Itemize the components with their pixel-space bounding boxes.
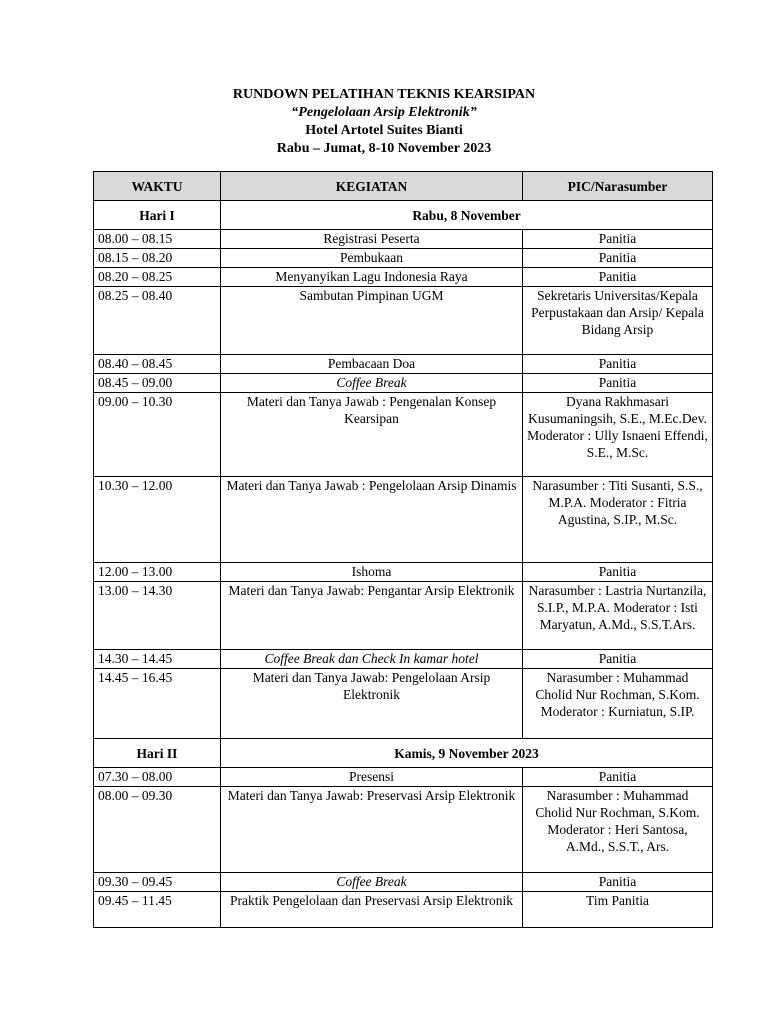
pic-cell: Panitia (523, 873, 713, 892)
document-title: RUNDOWN PELATIHAN TEKNIS KEARSIPAN (232, 87, 536, 102)
pic-cell: Sekretaris Universitas/Kepala Perpustakaan dan Arsip/ Kepala Bidang Arsip (523, 287, 713, 355)
activity-cell: Materi dan Tanya Jawab: Pengantar Arsip Elektronik (221, 582, 523, 650)
table-header-row (94, 172, 713, 201)
table-row (94, 669, 713, 739)
table-row (94, 230, 713, 249)
time-cell: 10.30 – 12.00 (94, 477, 221, 563)
activity-cell: Pembacaan Doa (221, 355, 523, 374)
day-label: Hari II (94, 739, 221, 768)
activity-cell: Coffee Break (221, 873, 523, 892)
activity-cell: Presensi (221, 768, 523, 787)
document-subtitle: “Pengelolaan Arsip Elektronik” (291, 105, 477, 120)
table-row (94, 268, 713, 287)
time-cell: 08.25 – 08.40 (94, 287, 221, 355)
activity-cell: Sambutan Pimpinan UGM (221, 287, 523, 355)
table-row (94, 787, 713, 873)
activity-cell: Praktik Pengelolaan dan Preservasi Arsip Elektronik (221, 892, 523, 928)
day-header-row (94, 739, 713, 768)
day-date: Kamis, 9 November 2023 (221, 739, 713, 768)
activity-cell: Materi dan Tanya Jawab: Preservasi Arsip Elektronik (221, 787, 523, 873)
pic-cell: Tim Panitia (523, 892, 713, 928)
table-row (94, 563, 713, 582)
table-row (94, 355, 713, 374)
time-cell: 08.45 – 09.00 (94, 374, 221, 393)
venue: Hotel Artotel Suites Bianti (305, 123, 463, 138)
activity-cell: Registrasi Peserta (221, 230, 523, 249)
table-row (94, 249, 713, 268)
time-cell: 08.00 – 08.15 (94, 230, 221, 249)
day-date: Rabu, 8 November (221, 201, 713, 230)
document-header (0, 86, 768, 158)
day-header-row (94, 201, 713, 230)
time-cell: 08.15 – 08.20 (94, 249, 221, 268)
time-cell: 09.00 – 10.30 (94, 393, 221, 477)
pic-cell: Panitia (523, 268, 713, 287)
activity-cell: Materi dan Tanya Jawab : Pengenalan Konsep Kearsipan (221, 393, 523, 477)
activity-cell: Materi dan Tanya Jawab : Pengelolaan Arsip Dinamis (221, 477, 523, 563)
pic-cell: Panitia (523, 355, 713, 374)
activity-cell: Coffee Break dan Check In kamar hotel (221, 650, 523, 669)
time-cell: 08.00 – 09.30 (94, 787, 221, 873)
activity-cell: Menyanyikan Lagu Indonesia Raya (221, 268, 523, 287)
table-row (94, 768, 713, 787)
activity-cell: Ishoma (221, 563, 523, 582)
table-row (94, 873, 713, 892)
table-row (94, 582, 713, 650)
table-row (94, 393, 713, 477)
time-cell: 14.30 – 14.45 (94, 650, 221, 669)
time-cell: 08.40 – 08.45 (94, 355, 221, 374)
time-cell: 12.00 – 13.00 (94, 563, 221, 582)
activity-cell: Pembukaan (221, 249, 523, 268)
pic-cell: Panitia (523, 768, 713, 787)
pic-cell: Narasumber : Titi Susanti, S.S., M.P.A. Moderator : Fitria Agustina, S.IP., M.Sc. (523, 477, 713, 563)
time-cell: 09.45 – 11.45 (94, 892, 221, 928)
column-header-pic: PIC/Narasumber (523, 172, 713, 201)
table-row (94, 892, 713, 928)
event-dates: Rabu – Jumat, 8-10 November 2023 (276, 141, 492, 156)
day-label: Hari I (94, 201, 221, 230)
table-row (94, 650, 713, 669)
time-cell: 07.30 – 08.00 (94, 768, 221, 787)
table-row (94, 477, 713, 563)
time-cell: 14.45 – 16.45 (94, 669, 221, 739)
table-row (94, 374, 713, 393)
pic-cell: Panitia (523, 650, 713, 669)
rundown-table (93, 171, 713, 928)
time-cell: 08.20 – 08.25 (94, 268, 221, 287)
column-header-kegiatan: KEGIATAN (221, 172, 523, 201)
pic-cell: Panitia (523, 374, 713, 393)
pic-cell: Panitia (523, 249, 713, 268)
table-row (94, 287, 713, 355)
pic-cell: Panitia (523, 563, 713, 582)
pic-cell: Narasumber : Lastria Nurtanzila, S.I.P., M.P.A. Moderator : Isti Maryatun, A.Md., S.S.T.Ars. (523, 582, 713, 650)
pic-cell: Narasumber : Muhammad Cholid Nur Rochman, S.Kom. Moderator : Kurniatun, S.IP. (523, 669, 713, 739)
pic-cell: Narasumber : Muhammad Cholid Nur Rochman, S.Kom. Moderator : Heri Santosa, A.Md., S.S.T., Ars. (523, 787, 713, 873)
pic-cell: Panitia (523, 230, 713, 249)
activity-cell: Materi dan Tanya Jawab: Pengelolaan Arsip Elektronik (221, 669, 523, 739)
time-cell: 09.30 – 09.45 (94, 873, 221, 892)
pic-cell: Dyana Rakhmasari Kusumaningsih, S.E., M.Ec.Dev. Moderator : Ully Isnaeni Effendi, S.E., M.Sc. (523, 393, 713, 477)
activity-cell: Coffee Break (221, 374, 523, 393)
time-cell: 13.00 – 14.30 (94, 582, 221, 650)
column-header-waktu: WAKTU (94, 172, 221, 201)
